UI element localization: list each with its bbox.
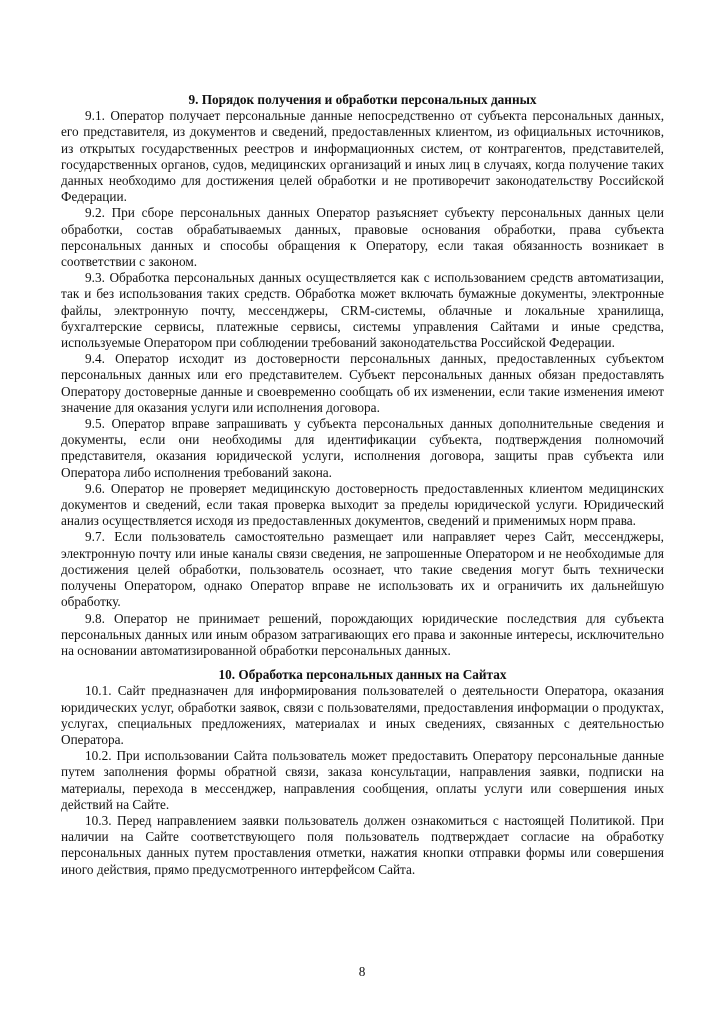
paragraph-9-8: 9.8. Оператор не принимает решений, порождающих юридические последствия для субъекта персональных данных или иным образом затрагивающих его права и законные интересы, исключительно на основании автоматизированной обработки персональных данных. xyxy=(61,610,664,658)
paragraph-9-6: 9.6. Оператор не проверяет медицинскую достоверность предоставленных клиентом медицинских документов и сведений, если такая проверка выходит за пределы юридической услуги. Юридический анализ осуществляется исходя из предоставленных документов, сведений и применимых норм права. xyxy=(61,480,664,529)
paragraph-9-1: 9.1. Оператор получает персональные данные непосредственно от субъекта персональных данных, его представителя, из документов и сведений, предоставленных клиентом, из официальных источников, из открытых государственных реестров и информационных систем, от контрагентов, представителей, государственных органов, судов, медицинских организаций и иных лиц в случаях, когда получение таких данных необходимо для достижения целей обработки и не противоречит законодательству Российской Федерации. xyxy=(61,108,664,205)
paragraph-9-5: 9.5. Оператор вправе запрашивать у субъекта персональных данных дополнительные сведения и документы, если они необходимы для идентификации субъекта, подтверждения полномочий представителя, оказания юридической услуги, исполнения договора, защиты прав субъекта или Оператора либо исполнения требований закона. xyxy=(61,416,664,480)
paragraph-9-2: 9.2. При сборе персональных данных Оператор разъясняет субъекту персональных данных цели обработки, состав обрабатываемых данных, правовые основания обработки, права субъекта персональных данных и способы обращения к Оператору, если такая обязанность возникает в соответствии с законом. xyxy=(61,205,664,270)
paragraph-9-7: 9.7. Если пользователь самостоятельно размещает или направляет через Сайт, мессенджеры, электронную почту или иные каналы связи сведения, не запрошенные Оператором и не необходимые для достижения целей обработки, пользователь осознает, что такие сведения могут быть технически получены Оператором, однако Оператор вправе не использовать их и ограничить их дальнейшую обработку. xyxy=(61,529,664,610)
paragraph-9-3: 9.3. Обработка персональных данных осуществляется как с использованием средств автоматизации, так и без использования таких средств. Обработка может включать бумажные документы, электронные файлы, электронную почту, мессенджеры, CRM-системы, облачные и локальные хранилища, бухгалтерские сервисы, платежные сервисы, системы управления Сайтами и иные средства, используемые Оператором при соблюдении требований законодательства Российской Федерации. xyxy=(61,270,664,351)
section-10-heading: 10. Обработка персональных данных на Сайтах xyxy=(218,667,507,683)
page-number: 8 xyxy=(358,964,366,979)
paragraph-10-1: 10.1. Сайт предназначен для информирования пользователей о деятельности Оператора, оказания юридических услуг, обработки заявок, связи с пользователями, предоставления информации о продуктах, услугах, специальных предложениях, материалах и иных сведениях, связанных с деятельностью Оператора. xyxy=(61,683,664,747)
section-9-heading: 9. Порядок получения и обработки персональных данных xyxy=(188,92,537,107)
paragraph-9-4: 9.4. Оператор исходит из достоверности персональных данных, предоставленных субъектом персональных данных или его представителем. Субъект персональных данных обязан предоставлять Оператору достоверные данные и своевременно сообщать об их изменении, если такие изменения имеют значение для оказания услуги или исполнения договора. xyxy=(61,351,664,415)
document-page xyxy=(61,92,664,878)
paragraph-10-3: 10.3. Перед направлением заявки пользователь должен ознакомиться с настоящей Политикой. При наличии на Сайте соответствующего поля пользователь подтверждает согласие на обработку персональных данных путем проставления отметки, нажатия кнопки отправки формы или совершения иного действия, прямо предусмотренного интерфейсом Сайта. xyxy=(61,812,664,877)
paragraph-10-2: 10.2. При использовании Сайта пользователь может предоставить Оператору персональные данные путем заполнения формы обратной связи, заказа консультации, направления заявки, подписки на материалы, перехода в мессенджер, направления сообщения, оплаты услуги или совершения иных действий на Сайте. xyxy=(61,748,664,812)
